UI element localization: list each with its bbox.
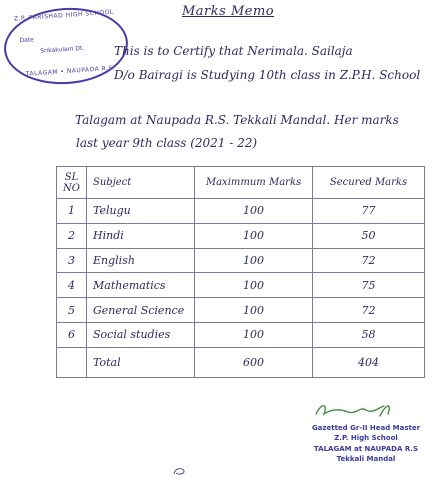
total-row-sl-empty — [57, 347, 87, 377]
row-subject: General Science — [87, 298, 195, 323]
row-sl: 4 — [57, 273, 87, 298]
row-secured-marks: 72 — [313, 248, 425, 273]
row-max-marks: 100 — [195, 273, 313, 298]
table-row — [57, 273, 425, 298]
row-secured-marks: 75 — [313, 273, 425, 298]
certificate-line-3: Talagam at Naupada R.S. Tekkali Mandal. Her marks — [75, 113, 399, 127]
row-subject: Hindi — [87, 223, 195, 248]
stamp-date-label: Date — [19, 36, 35, 45]
total-max-marks: 600 — [195, 347, 313, 377]
table-row — [57, 248, 425, 273]
row-max-marks: 100 — [195, 322, 313, 347]
total-secured-marks: 404 — [313, 347, 425, 377]
table-row — [57, 223, 425, 248]
row-max-marks: 100 — [195, 199, 313, 224]
row-max-marks: 100 — [195, 298, 313, 323]
stamp-ring-bottom: TALAGAM • NAUPADA R.S. — [25, 64, 116, 78]
row-secured-marks: 77 — [313, 199, 425, 224]
table-row — [57, 298, 425, 323]
row-secured-marks: 72 — [313, 298, 425, 323]
headmaster-mandal: Tekkali Mandal — [336, 455, 396, 463]
memo-title: Marks Memo — [182, 4, 275, 19]
row-secured-marks: 50 — [313, 223, 425, 248]
row-sl: 2 — [57, 223, 87, 248]
header-sl-no: SL NO — [57, 167, 87, 199]
row-sl: 5 — [57, 298, 87, 323]
header-maximum-marks: Maximmum Marks — [195, 167, 313, 199]
headmaster-location: TALAGAM at NAUPADA R.S — [313, 445, 419, 453]
table-total-row — [57, 347, 425, 377]
row-subject: Social studies — [87, 322, 195, 347]
headmaster-stamp — [296, 400, 436, 470]
header-subject: Subject — [87, 167, 195, 199]
row-max-marks: 100 — [195, 248, 313, 273]
row-subject: Mathematics — [87, 273, 195, 298]
pen-scribble-mark — [172, 466, 188, 476]
table-row — [57, 199, 425, 224]
row-subject: English — [87, 248, 195, 273]
row-sl: 3 — [57, 248, 87, 273]
marks-table — [56, 166, 425, 378]
row-max-marks: 100 — [195, 223, 313, 248]
header-secured-marks: Secured Marks — [313, 167, 425, 199]
row-sl: 1 — [57, 199, 87, 224]
total-label: Total — [87, 347, 195, 377]
headmaster-designation: Gazetted Gr-II Head Master — [311, 424, 421, 432]
certificate-line-4: last year 9th class (2021 - 22) — [76, 136, 258, 150]
table-header-row — [57, 167, 425, 199]
school-round-stamp — [2, 4, 131, 88]
row-subject: Telugu — [87, 199, 195, 224]
certificate-line-1: This is to Certify that Nerimala. Sailaja — [114, 44, 353, 58]
row-sl: 6 — [57, 322, 87, 347]
stamp-ring-top: Z.P. PARISHAD HIGH SCHOOL — [13, 8, 114, 23]
certificate-line-2: D/o Bairagi is Studying 10th class in Z.P.H. School — [114, 68, 421, 82]
stamp-district: Srikakulam Dt. — [40, 44, 85, 55]
headmaster-school: Z.P. High School — [334, 434, 398, 442]
table-row — [57, 322, 425, 347]
row-secured-marks: 58 — [313, 322, 425, 347]
headmaster-signature — [300, 400, 420, 422]
